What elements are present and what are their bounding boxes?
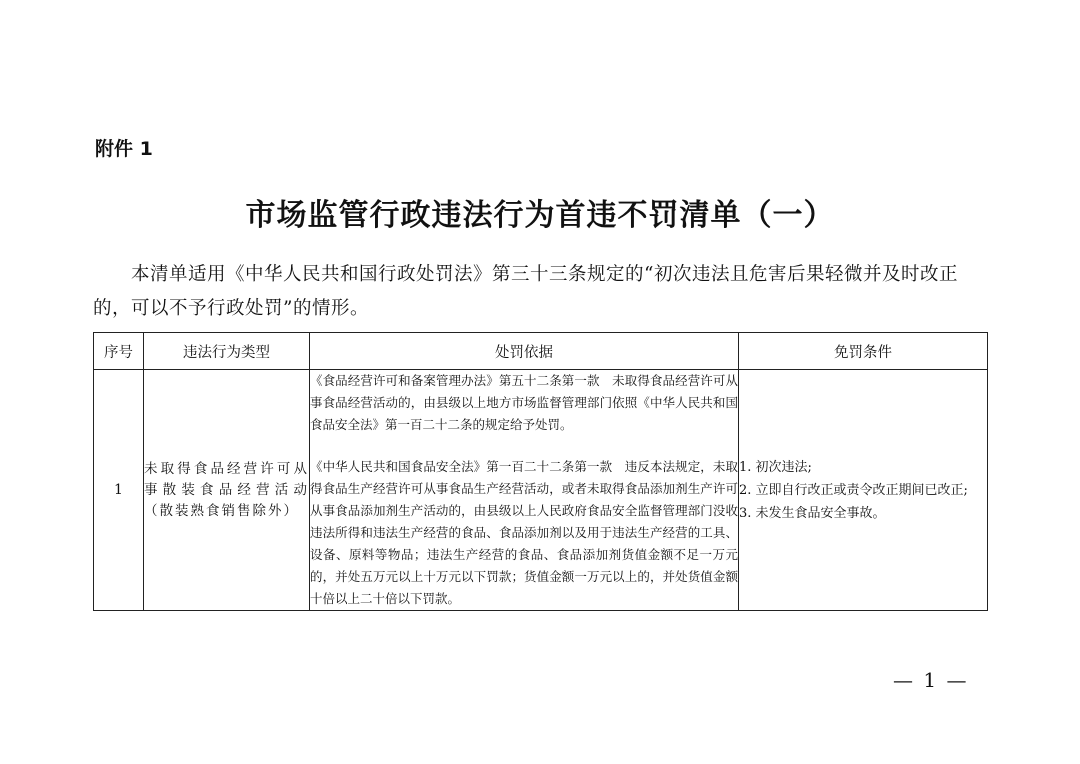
exemption-list-table xyxy=(93,332,988,611)
condition-item: 2. 立即自行改正或责令改正期间已改正; xyxy=(739,482,968,498)
basis-clause-2: 《中华人民共和国食品安全法》第一百二十二条第一款 违反本法规定，未取得食品生产经营许可从事食品生产经营活动，或者未取得食品添加剂生产许可从事食品添加剂生产活动的，由县级以上人民政府食品安全监督管理部门没收违法所得和违法生产经营的食品、食品添加剂以及用于违法生产经营的工具、设备、原料等物品；违法生产经营的食品、食品添加剂货值金额不足一万元的，并处五万元以上十万元以下罚款；货值金额一万元以上的，并处货值金额十倍以上二十倍以下罚款。 xyxy=(310,459,738,606)
condition-item: 3. 未发生食品安全事故。 xyxy=(739,505,886,521)
basis-clause-1: 《食品经营许可和备案管理办法》第五十二条第一款 未取得食品经营许可从事食品经营活动的，由县级以上地方市场监督管理部门依照《中华人民共和国食品安全法》第一百二十二条的规定给予处罚。 xyxy=(310,373,738,432)
table-row xyxy=(94,370,988,611)
exemption-conditions xyxy=(739,370,988,611)
header-exemption-condition: 免罚条件 xyxy=(739,333,988,370)
condition-item: 1. 初次违法; xyxy=(739,459,812,475)
table-header-row xyxy=(94,333,988,370)
header-violation-type: 违法行为类型 xyxy=(144,333,310,370)
page-number: — 1 — xyxy=(893,668,969,692)
header-penalty-basis: 处罚依据 xyxy=(310,333,739,370)
violation-type: 未取得食品经营许可从事散装食品经营活动（散装熟食销售除外） xyxy=(144,370,310,611)
row-number: 1 xyxy=(94,370,144,611)
penalty-basis xyxy=(310,370,739,611)
attachment-label: 附件 1 xyxy=(95,138,153,160)
header-no: 序号 xyxy=(94,333,144,370)
intro-paragraph: 本清单适用《中华人民共和国行政处罚法》第三十三条规定的“初次违法且危害后果轻微并及时改正的，可以不予行政处罚”的情形。 xyxy=(93,264,958,319)
page-title: 市场监管行政违法行为首违不罚清单（一） xyxy=(245,198,835,233)
